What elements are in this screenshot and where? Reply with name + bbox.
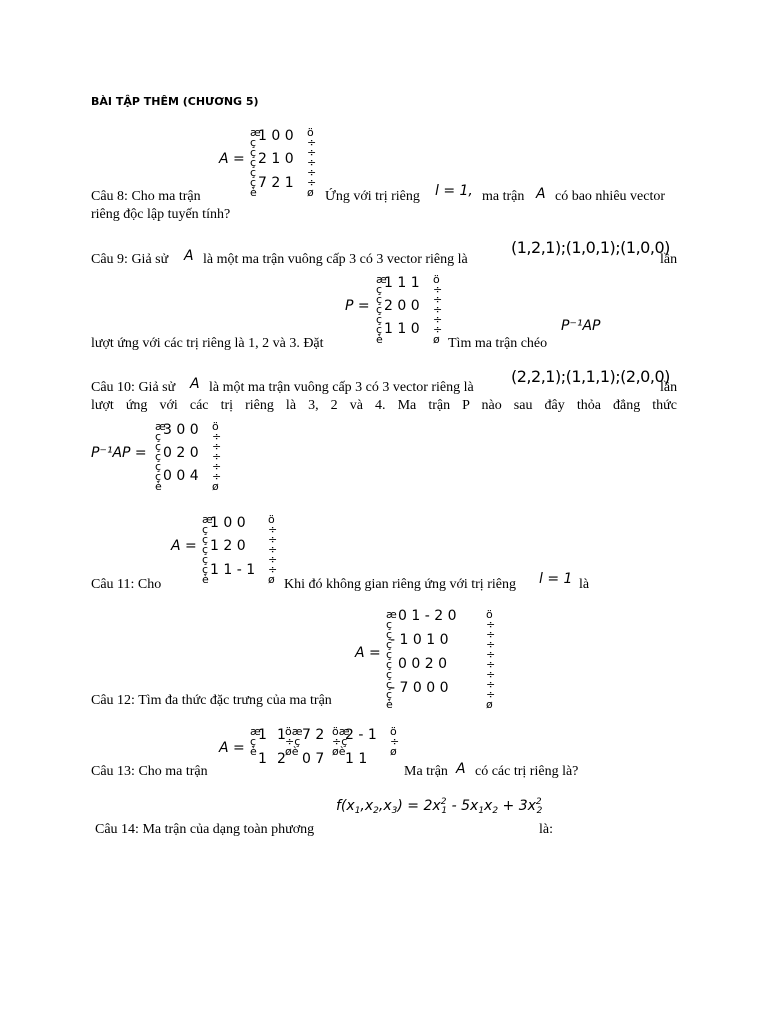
q11-text-c: là [579,577,590,592]
q10-matrix-row-2: 0 2 0 [163,445,199,461]
q11-left-bracket: æ ç ç ç ç ç è [202,513,213,586]
q10-right-bracket: ö ÷ ÷ ÷ ÷ ÷ ø [212,420,222,493]
q13-text-a: Câu 13: Cho ma trận [91,764,208,779]
q8-right-bracket: ö ÷ ÷ ÷ ÷ ÷ ø [307,126,317,199]
q8-matrix-row-1: 1 0 0 [258,128,294,144]
q9-pap-expression: P⁻¹AP [561,318,601,334]
q9-line-2: lượt ứng với các trị riêng là 1, 2 và 3. Đặt [91,336,324,351]
q9-matrix-row-2: 2 0 0 [384,298,420,314]
q12-matrix-row-4: - 7 0 0 0 [390,680,449,696]
q11-lambda: l = 1 [539,571,573,587]
q14-quadratic-form: $f(x_1,x_2,x_3) = 2x^2_1 - 5x_1x_2 + 3x^2_2$ [336,797,543,816]
q10-left-bracket: æ ç ç ç ç ç è [155,420,166,493]
q13-m1-left-bracket: æ ç è [250,725,261,758]
q12-text: Câu 12: Tìm đa thức đặc trưng của ma trận [91,693,332,708]
q13-m2-row-2: 2 [277,751,286,767]
q14-text-b: là: [539,822,553,837]
q9-text-c: lần [660,252,678,267]
q8-matrix-row-2: 2 1 0 [258,151,294,167]
q10-eigenvectors: (2,2,1);(1,1,1);(2,0,0) [511,367,670,386]
q8-text-c: ma trận [482,189,525,204]
q8-lambda: l = 1, [435,183,473,199]
q9-right-bracket: ö ÷ ÷ ÷ ÷ ÷ ø [433,273,443,346]
q12-matrix-row-3: 0 0 2 0 [398,656,447,672]
q9-text-a: Câu 9: Giả sử [91,252,169,267]
q10-matrix-row-1: 3 0 0 [163,422,199,438]
q12-matrix-row-2: - 1 0 1 0 [390,632,449,648]
q10-matrix-row-3: 0 0 4 [163,468,199,484]
q9-text-d: Tìm ma trận chéo [448,336,548,351]
q10-line-2: lượt ứng với các trị riêng là 3, 2 và 4. Ma trận P nào sau đây thỏa đẳng thức [91,398,677,413]
q12-right-bracket: ö ÷ ÷ ÷ ÷ ÷ ÷ ÷ ÷ ø [486,608,496,711]
q12-matrix-label: A = [355,645,381,661]
q13-m1-row-1: 1 [258,727,267,743]
q13-m1-row-2: 1 [258,751,267,767]
q8-matrix-row-3: 7 2 1 [258,175,294,191]
q11-matrix-row-1: 1 0 0 [210,515,246,531]
q13-m2-bracket-join: öæ ÷ç øè [285,725,303,758]
q11-matrix-row-3: 1 1 - 1 [210,562,256,578]
q9-matrix-row-1: 1 1 1 [384,275,420,291]
q9-matrix-symbol: A [184,248,194,264]
q11-text-a: Câu 11: Cho [91,577,162,592]
q10-lhs: P⁻¹AP = [91,445,147,461]
q13-m3-row-1: 7 2 [302,727,325,743]
q11-matrix-label: A = [171,538,197,554]
q8-left-bracket: æ ç ç ç ç ç è [250,126,261,199]
q9-left-bracket: æ ç ç ç ç ç è [376,273,387,346]
q13-matrix-label: A = [219,740,245,756]
q11-matrix-row-2: 1 2 0 [210,538,246,554]
q13-m4-row-2: 1 1 [345,751,368,767]
q8-text-a: Câu 8: Cho ma trận [91,189,201,204]
q10-text-b: là một ma trận vuông cấp 3 có 3 vector riêng là [209,380,474,395]
q13-m3-row-2: 0 7 [302,751,325,767]
q12-matrix-row-1: 0 1 - 2 0 [398,608,457,624]
q12-left-bracket: æ ç ç ç ç ç ç ç ç è [386,608,397,711]
q13-m3-bracket-join: öæ ÷ç øè [332,725,350,758]
q8-matrix-label: A = [219,151,245,167]
q11-right-bracket: ö ÷ ÷ ÷ ÷ ÷ ø [268,513,278,586]
q11-text-b: Khi đó không gian riêng ứng với trị riêng [284,577,516,592]
q14-formula-lhs: f(x [336,798,355,814]
q10-text-a: Câu 10: Giả sử [91,380,176,395]
page-title: BÀI TẬP THÊM (CHƯƠNG 5) [91,95,259,108]
q8-text-d: có bao nhiêu vector [555,189,666,204]
q8-text-b: Ứng với trị riêng [325,189,420,204]
q13-m4-row-1: 2 - 1 [345,727,377,743]
q10-text-c: lần [660,380,678,395]
q13-matrix-symbol: A [456,761,466,777]
q13-m4-right-bracket: ö ÷ ø [390,725,400,758]
q14-text-a: Câu 14: Ma trận của dạng toàn phương [95,822,315,837]
q13-text-b: Ma trận [404,764,448,779]
q9-matrix-row-3: 1 1 0 [384,321,420,337]
q13-m2-row-1: 1 [277,727,286,743]
q8-matrix-symbol: A [536,186,546,202]
q10-matrix-symbol: A [190,376,200,392]
q9-text-b: là một ma trận vuông cấp 3 có 3 vector riêng là [203,252,468,267]
q9-eigenvectors: (1,2,1);(1,0,1);(1,0,0) [511,238,670,257]
q13-text-c: có các trị riêng là? [475,764,579,779]
q9-matrix-label: P = [345,298,370,314]
q8-line-2: riêng độc lập tuyến tính? [91,207,231,222]
